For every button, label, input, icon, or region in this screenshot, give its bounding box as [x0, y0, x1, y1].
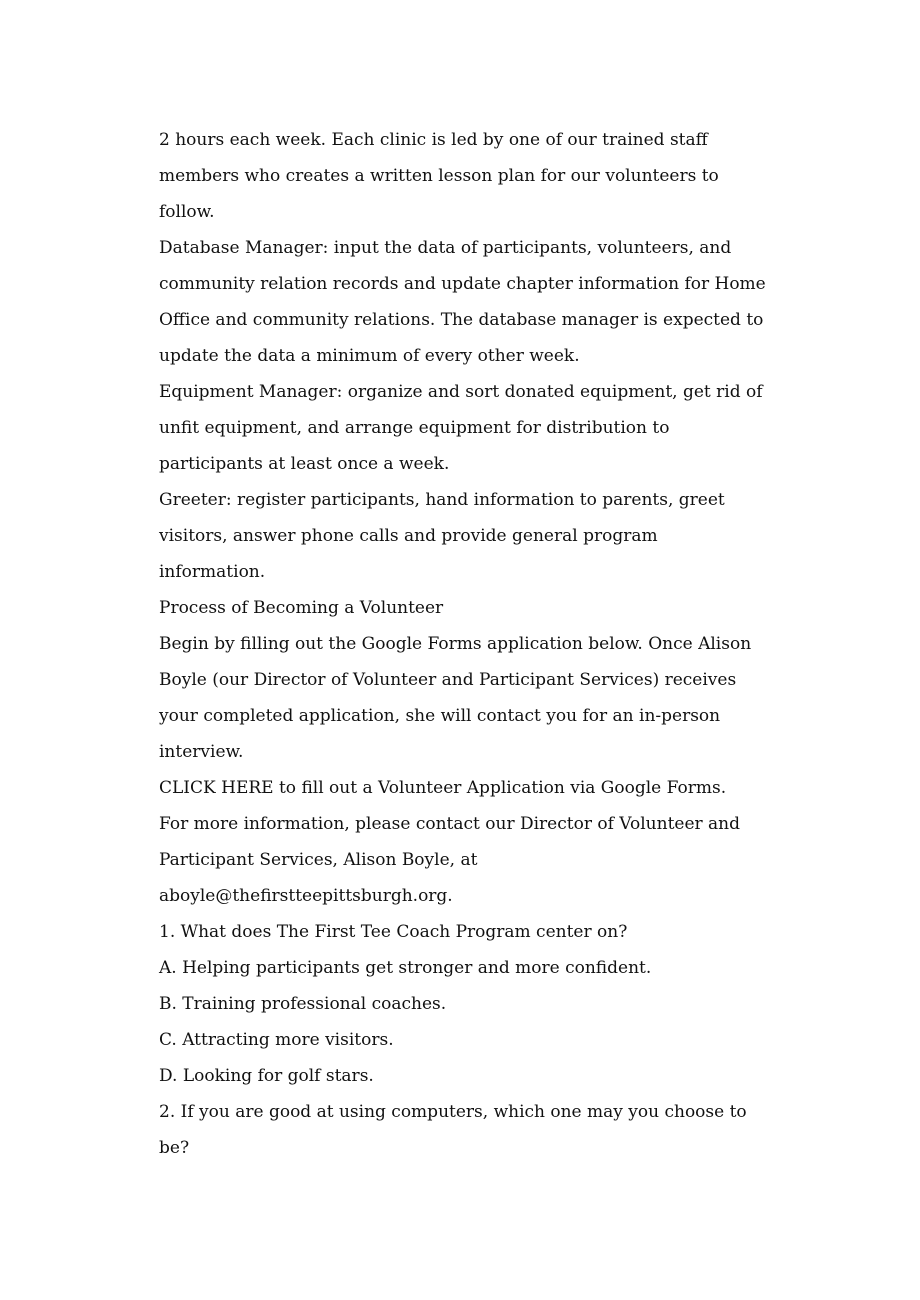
greeter-line: Greeter: register participants, hand information to parents, greet: [159, 490, 725, 510]
text-line: Participant Services, Alison Boyle, at: [159, 850, 478, 870]
text-line: 2 hours each week. Each clinic is led by one of our trained staff: [159, 130, 708, 150]
question-2: 2. If you are good at using computers, which one may you choose to: [159, 1102, 747, 1122]
text-line: Boyle (our Director of Volunteer and Participant Services) receives: [159, 670, 737, 690]
text-line: update the data a minimum of every other week.: [159, 346, 580, 366]
contact-email-line: [159, 878, 779, 914]
text-line: visitors, answer phone calls and provide general program: [159, 526, 658, 546]
text-line: interview.: [159, 742, 244, 762]
text-line: Office and community relations. The database manager is expected to: [159, 310, 764, 330]
text-line: For more information, please contact our Director of Volunteer and: [159, 814, 741, 834]
text-line: information.: [159, 562, 266, 582]
option-d: D. Looking for golf stars.: [159, 1066, 374, 1086]
option-c: C. Attracting more visitors.: [159, 1030, 394, 1050]
contact-email-link[interactable]: aboyle@thefirstteepittsburgh.org.: [159, 886, 453, 906]
document-page: [159, 122, 779, 1166]
text-line: follow.: [159, 202, 215, 222]
text-line: your completed application, she will contact you for an in-person: [159, 706, 721, 726]
application-link-line: [159, 770, 779, 806]
database-manager-line: Database Manager: input the data of participants, volunteers, and: [159, 238, 732, 258]
text-line: unfit equipment, and arrange equipment for distribution to: [159, 418, 670, 438]
volunteer-application-link[interactable]: CLICK HERE to fill out a Volunteer Application via Google Forms.: [159, 778, 727, 798]
text-line: Begin by filling out the Google Forms application below. Once Alison: [159, 634, 752, 654]
text-line: members who creates a written lesson plan for our volunteers to: [159, 166, 719, 186]
question-1: 1. What does The First Tee Coach Program center on?: [159, 922, 628, 942]
option-b: B. Training professional coaches.: [159, 994, 447, 1014]
text-line: community relation records and update chapter information for Home: [159, 274, 766, 294]
text-line: be?: [159, 1138, 190, 1158]
option-a: A. Helping participants get stronger and more confident.: [159, 958, 652, 978]
text-line: participants at least once a week.: [159, 454, 450, 474]
equipment-manager-line: Equipment Manager: organize and sort donated equipment, get rid of: [159, 382, 763, 402]
section-heading: Process of Becoming a Volunteer: [159, 598, 444, 618]
